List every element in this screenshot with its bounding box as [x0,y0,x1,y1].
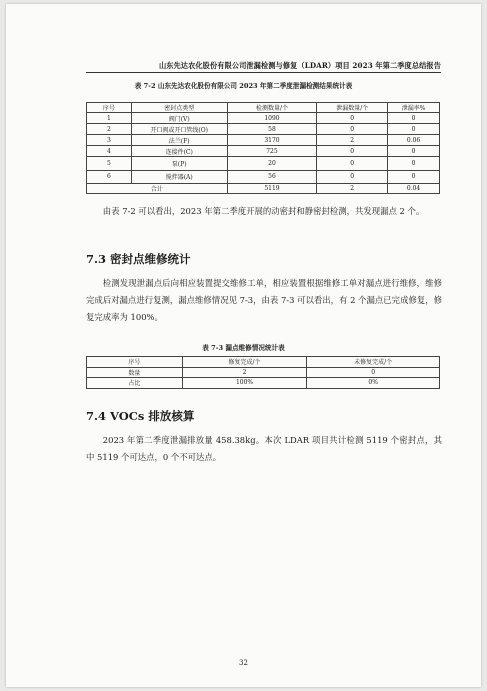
table-cell: 58 [227,124,317,135]
table-cell: 3 [87,135,132,146]
table-cell: 0.06 [388,135,440,146]
section-heading-7-4: 7.4 VOCs 排放核算 [86,409,195,423]
table-7-3-caption: 表 7-3 漏点维修情况统计表 [202,344,285,352]
table-cell: 725 [227,146,317,157]
table-row [87,170,440,184]
running-header: 山东先达农化股份有限公司泄漏检测与修复（LDAR）项目 2023 年第二季度总结报告 [158,61,441,70]
table-cell: 0 [317,146,388,157]
column-header: 修复完成/个 [182,357,307,368]
column-header: 密封点类型 [131,103,227,113]
table-row [87,378,440,389]
document-page [6,4,481,687]
column-header: 泄漏率% [388,103,440,113]
table-row [87,157,440,171]
page-number: 32 [239,659,248,667]
table-header-row [87,103,440,113]
table-cell: 搅拌器(A) [131,170,227,184]
table-cell: 100% [182,378,307,389]
paragraph-leak-summary: 由表 7-2 可以看出，2023 年第二季度开展的动密封和静密封检测，共发现漏点 2 个。 [102,206,425,216]
table-cell: 2 [87,124,132,135]
paragraph-voc-emissions: 2023 年第二季度泄漏排放量 458.38kg。本次 LDAR 项目共计检测 5119 个密封点，其中 5119 个可达点，0 个不可达点。 [86,435,442,462]
table-cell: 占比 [87,378,183,389]
table-cell: 0 [317,157,388,171]
table-row [87,367,440,378]
table-row [87,124,440,135]
table-cell: 0.04 [388,184,440,194]
column-header: 泄漏数量/个 [317,103,388,113]
table-cell: 5 [87,157,132,171]
table-cell: 2 [182,367,307,378]
column-header: 序号 [87,357,183,368]
table-row [87,113,440,124]
table-total-row [87,184,440,194]
table-cell: 数量 [87,367,183,378]
table-cell: 0 [388,124,440,135]
table-cell: 1 [87,113,132,124]
table-cell: 合计 [87,184,228,194]
table-cell: 5119 [227,184,317,194]
column-header: 序号 [87,103,132,113]
table-cell: 0 [388,146,440,157]
table-cell: 连接件(C) [131,146,227,157]
table-cell: 0 [388,170,440,184]
table-7-2-caption: 表 7-2 山东先达农化股份有限公司 2023 年第二季度泄漏检测结果统计表 [134,82,353,90]
table-cell: 0 [307,367,440,378]
table-cell: 阀门(V) [131,113,227,124]
table-cell: 开口阀或开口管线(O) [131,124,227,135]
table-cell: 0 [317,124,388,135]
table-row [87,135,440,146]
table-cell: 0 [388,113,440,124]
table-cell: 2 [317,135,388,146]
table-cell: 56 [227,170,317,184]
table-cell: 1090 [227,113,317,124]
column-header: 未修复完成/个 [307,357,440,368]
table-cell: 3170 [227,135,317,146]
table-cell: 0 [317,170,388,184]
leak-detection-table [86,102,440,194]
table-cell: 6 [87,170,132,184]
table-header-row [87,357,440,368]
table-cell: 0% [307,378,440,389]
table-row [87,146,440,157]
repair-status-table [86,356,440,389]
section-heading-7-3: 7.3 密封点维修统计 [86,252,191,266]
table-cell: 0 [388,157,440,171]
table-cell: 0 [317,113,388,124]
table-cell: 泵(P) [131,157,227,171]
table-cell: 2 [317,184,388,194]
header-rule [86,72,441,73]
table-cell: 20 [227,157,317,171]
table-cell: 4 [87,146,132,157]
table-cell: 法兰(F) [131,135,227,146]
paragraph-repair-stats: 检测发现泄漏点后向相应装置提交维修工单，相应装置根据维修工单对漏点进行维修，维修完成后对漏点进行复测，漏点维修情况见 7-3，由表 7-3 可以看出，有 2 个漏点已完成修复，修复完成率为 100%。 [86,278,442,322]
column-header: 检测数量/个 [227,103,317,113]
